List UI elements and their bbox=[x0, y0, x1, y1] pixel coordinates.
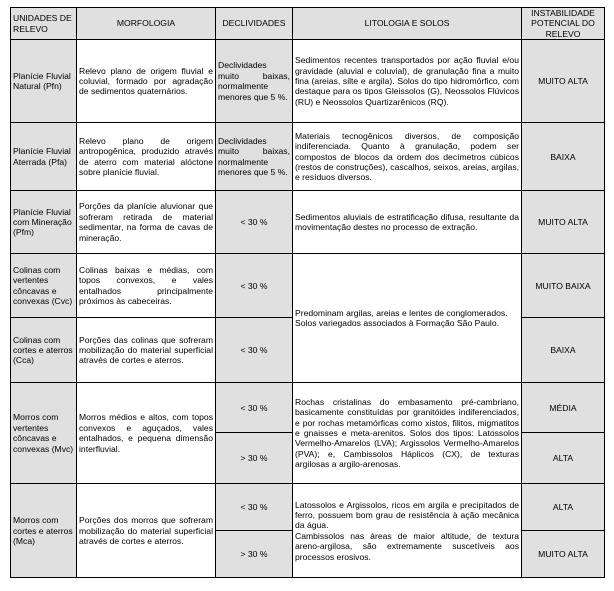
unit-cell: Planície Fluvial com Mineração (Pfm) bbox=[11, 191, 77, 254]
table-row bbox=[11, 191, 605, 254]
lithology-cell: Sedimentos recentes transportados por ação fluvial e/ou gravidade (aluvial e coluvial), de granulação fina a muito fina (areias, silte e argila). Solos do tipo hidromórfico, com destaque para os tipos Gleissolos (G), Neossolos Flúvicos (RU) e Neossolos Quartizarênicos (RQ). bbox=[293, 40, 522, 123]
unit-cell: Planície Fluvial Natural (Pfn) bbox=[11, 40, 77, 123]
lithology-cell: Materiais tecnogênicos diversos, de composição indiferenciada. Quanto à granulação, podem ser compostos de blocos da ordem dos decímetros cúbicos (restos de construções), cascalhos, seixos, areias, argilas, e resíduos diversos. bbox=[293, 123, 522, 191]
header-morfologia: MORFOLOGIA bbox=[77, 8, 216, 40]
header-instabilidade: INSTABILIDADE POTENCIAL DO RELEVO bbox=[522, 8, 605, 40]
lithology-cell: Sedimentos aluviais de estratificação difusa, resultante da movimentação destes no processo de extração. bbox=[293, 191, 522, 254]
unit-cell: Morros com vertentes côncavas e convexas (Mvc) bbox=[11, 383, 77, 484]
slope-cell: Declividades muito baixas, normalmente menores que 5 %. bbox=[216, 40, 293, 123]
table-row bbox=[11, 40, 605, 123]
instability-cell: MUITO ALTA bbox=[522, 191, 605, 254]
header-declividades: DECLIVIDADES bbox=[216, 8, 293, 40]
instability-cell: MUITO ALTA bbox=[522, 40, 605, 123]
instability-cell: BAIXA bbox=[522, 318, 605, 383]
document-page bbox=[10, 7, 604, 580]
relief-units-table bbox=[10, 7, 605, 578]
instability-cell: ALTA bbox=[522, 433, 605, 484]
slope-cell: > 30 % bbox=[216, 531, 293, 578]
table-row bbox=[11, 254, 605, 318]
instability-cell: ALTA bbox=[522, 484, 605, 531]
lithology-cell-morros: Rochas cristalinas do embasamento pré-cambriano, basicamente constituídas por granitóides indiferenciados, e por rochas metamórficas como xistos, filitos, migmatitos e gnaisses e meta-arenitos. Solos dos tipos: Latossolos Vermelho-Amarelos (LVA); Argissolos Vermelho-Amarelos (PVA); e, Cambissolos Háplicos (CX), de texturas argilosas a argilo-arenosas. bbox=[293, 383, 522, 484]
slope-cell: < 30 % bbox=[216, 191, 293, 254]
table-row bbox=[11, 383, 605, 433]
table-row bbox=[11, 484, 605, 531]
lithology-cell-colinas: Predominam argilas, areias e lentes de conglomerados. Solos variegados associados à Formação São Paulo. bbox=[293, 254, 522, 383]
morphology-cell: Porções das colinas que sofreram mobilização do material superficial através de cortes e aterros. bbox=[77, 318, 216, 383]
slope-cell: < 30 % bbox=[216, 254, 293, 318]
header-unidades: UNIDADES DE RELEVO bbox=[11, 8, 77, 40]
instability-cell: MUITO BAIXA bbox=[522, 254, 605, 318]
slope-cell: < 30 % bbox=[216, 318, 293, 383]
unit-cell: Colinas com cortes e aterros (Cca) bbox=[11, 318, 77, 383]
slope-cell: > 30 % bbox=[216, 433, 293, 484]
unit-cell: Planície Fluvial Aterrada (Pfa) bbox=[11, 123, 77, 191]
slope-cell: < 30 % bbox=[216, 484, 293, 531]
lithology-cell-morros-cortes: Latossolos e Argissolos, ricos em argila e precipitados de ferro, possuem bom grau de resistência à ação mecânica da água. Cambissolos nas áreas de maior altitude, de textura areno-argilosa, são extremamente suscetíveis aos processos erosivos. bbox=[293, 484, 522, 578]
morphology-cell: Colinas baixas e médias, com topos convexos, e vales entalhados principalmente próximos às cabeceiras. bbox=[77, 254, 216, 318]
slope-cell: Declividades muito baixas, normalmente menores que 5 %. bbox=[216, 123, 293, 191]
morphology-cell: Relevo plano de origem antropogênica, produzido através de aterro com material alóctone sobre planície fluvial. bbox=[77, 123, 216, 191]
instability-cell: MUITO ALTA bbox=[522, 531, 605, 578]
unit-cell: Morros com cortes e aterros (Mca) bbox=[11, 484, 77, 578]
table-row bbox=[11, 123, 605, 191]
instability-cell: MÉDIA bbox=[522, 383, 605, 433]
morphology-cell: Morros médios e altos, com topos convexos e aguçados, vales entalhados, e pequena dimensão interfluvial. bbox=[77, 383, 216, 484]
instability-cell: BAIXA bbox=[522, 123, 605, 191]
header-row bbox=[11, 8, 605, 40]
morphology-cell: Relevo plano de origem fluvial e coluvial, formado por agradação de sedimentos quaternários. bbox=[77, 40, 216, 123]
morphology-cell: Porções dos morros que sofreram mobilização do material superficial através de cortes e aterros. bbox=[77, 484, 216, 578]
morphology-cell: Porções da planície aluvionar que sofreram retirada de material sedimentar, na forma de cavas de mineração. bbox=[77, 191, 216, 254]
header-litologia: LITOLOGIA E SOLOS bbox=[293, 8, 522, 40]
slope-cell: < 30 % bbox=[216, 383, 293, 433]
unit-cell: Colinas com vertentes côncavas e convexas (Cvc) bbox=[11, 254, 77, 318]
